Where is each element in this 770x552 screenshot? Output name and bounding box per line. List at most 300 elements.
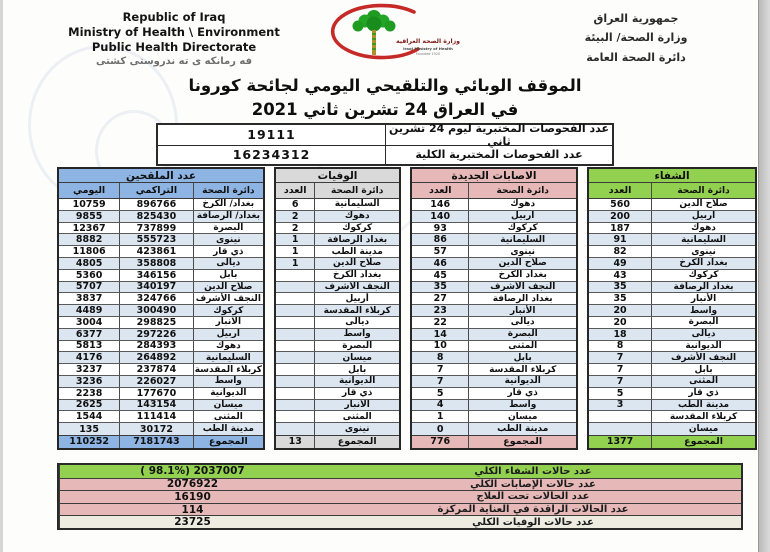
- count-value: 111414: [120, 411, 193, 422]
- tests-total-value: 16234312: [232, 147, 311, 163]
- count-value: 7: [412, 364, 469, 375]
- count-value: 1: [276, 246, 315, 257]
- count-value: 297226: [120, 329, 193, 340]
- table-row: [589, 258, 755, 270]
- count-value: 2238: [59, 388, 120, 399]
- count-value: 45: [412, 270, 469, 281]
- count-value: 340197: [120, 282, 193, 293]
- table-row: [412, 400, 576, 412]
- header-english: [28, 10, 320, 67]
- count-value: 1: [276, 234, 315, 245]
- table-row: [412, 376, 576, 388]
- ministry-logo: [322, 2, 462, 66]
- total-label: المجموع: [337, 436, 377, 448]
- palm-tree-icon: [353, 10, 396, 55]
- count-value: 200: [589, 211, 652, 222]
- summary-label: عدد الحالات الراقدة في العناية المركزة: [437, 504, 629, 516]
- count-value: 8: [412, 352, 469, 363]
- count-value: 2625: [59, 400, 120, 411]
- region-name: واسط: [343, 329, 371, 340]
- region-name: الديوانية: [210, 388, 247, 399]
- count-value: 237874: [120, 364, 193, 375]
- region-name: صلاح الدين: [679, 199, 728, 210]
- region-name: الديوانية: [504, 376, 541, 387]
- count-value: 10759: [59, 199, 120, 210]
- table-row: [589, 423, 755, 435]
- vaccinated-table: [57, 167, 265, 450]
- table-row: [59, 258, 263, 270]
- table-row: [276, 364, 399, 376]
- table-row: [412, 411, 576, 423]
- region-name: الأنبار: [344, 399, 370, 410]
- region-name: الانبار: [215, 317, 242, 328]
- count-value: 7: [589, 364, 652, 375]
- ministry-logo-graphic: [322, 2, 462, 66]
- table-row: [589, 317, 755, 329]
- table-row: [412, 234, 576, 246]
- table-row: [412, 317, 576, 329]
- region-name: النجف الأشرف: [324, 281, 390, 292]
- count-value: 3237: [59, 364, 120, 375]
- count-value: 3: [589, 400, 652, 411]
- table-row: [276, 341, 399, 353]
- summary-row: [59, 515, 741, 528]
- report-title: [165, 74, 605, 122]
- recovery-table-title: الشفاء: [589, 169, 755, 183]
- table-row: [59, 352, 263, 364]
- count-value: 187: [589, 223, 652, 234]
- total-value: 13: [276, 436, 315, 448]
- region-name: الديوانية: [685, 340, 722, 351]
- region-name: كركوك: [507, 222, 538, 233]
- count-value: [276, 400, 315, 411]
- count-value: 3004: [59, 317, 120, 328]
- summary-row: [59, 465, 741, 478]
- count-value: 1544: [59, 411, 120, 422]
- region-name: المثنى: [689, 376, 719, 387]
- table-row: [59, 246, 263, 258]
- region-name: ديالى: [691, 329, 716, 340]
- region-name: ميسان: [213, 399, 244, 410]
- count-value: 4176: [59, 352, 120, 363]
- table-row: [589, 282, 755, 294]
- region-name: مدينة الطب: [677, 399, 730, 410]
- count-value: 5: [412, 388, 469, 399]
- table-body: [59, 199, 263, 435]
- region-name: السليمانية: [681, 234, 726, 245]
- recovery-table: [587, 167, 757, 450]
- count-value: 12367: [59, 223, 120, 234]
- table-row: [412, 246, 576, 258]
- table-row: [589, 211, 755, 223]
- region-name: ذي قار: [213, 246, 244, 257]
- region-name: بغداد الكرخ: [333, 270, 382, 281]
- region-name: ميسان: [507, 411, 538, 422]
- table-row: [59, 341, 263, 353]
- table-row: [276, 352, 399, 364]
- region-name: أربيل: [691, 211, 716, 222]
- count-value: 555723: [120, 234, 193, 245]
- region-name: بغداد الرصافة: [492, 293, 553, 304]
- tests-daily-label: عدد الفحوصات المختبرية ليوم 24 تشرين ثاني: [385, 125, 612, 145]
- region-name: صلاح الدين: [333, 258, 382, 269]
- count-value: [276, 293, 315, 304]
- region-name: بغداد الرصافة: [327, 234, 388, 245]
- deaths-table: [274, 167, 401, 450]
- table-row: [276, 411, 399, 423]
- count-value: 23: [412, 305, 469, 316]
- table-row: [412, 305, 576, 317]
- count-value: [276, 411, 315, 422]
- region-name: النجف الأشرف: [195, 293, 261, 304]
- region-name: السليمانية: [500, 234, 546, 245]
- count-value: 300490: [120, 305, 193, 316]
- summary-value: 16190: [59, 491, 325, 503]
- count-value: 1: [276, 258, 315, 269]
- column-header: العدد: [276, 183, 315, 198]
- count-value: 14: [412, 329, 469, 340]
- table-row: [59, 329, 263, 341]
- count-value: 49: [589, 258, 652, 269]
- count-value: 8: [589, 341, 652, 352]
- column-header-row: [276, 183, 399, 199]
- table-row: [412, 199, 576, 211]
- region-name: دهوك: [510, 199, 536, 210]
- count-value: 146: [412, 199, 469, 210]
- total-row: [412, 435, 576, 448]
- summary-value: 114: [59, 504, 325, 516]
- column-header-row: [59, 183, 263, 199]
- table-row: [276, 246, 399, 258]
- count-value: 825430: [120, 211, 193, 222]
- table-body: [412, 199, 576, 435]
- summary-table: [57, 463, 743, 530]
- region-name: كربلاء المقدسة: [669, 411, 738, 422]
- table-row: [412, 211, 576, 223]
- region-name: أربيل: [511, 211, 535, 222]
- count-value: 43: [589, 270, 652, 281]
- table-row: [589, 293, 755, 305]
- table-row: [589, 411, 755, 423]
- total-label: المجموع: [208, 436, 248, 448]
- table-row: [412, 364, 576, 376]
- table-row: [276, 211, 399, 223]
- table-row: [276, 423, 399, 435]
- region-name: مدينة الطب: [202, 424, 254, 435]
- logo-subtitle-english: Iraqi Ministry of Health: [403, 46, 453, 51]
- header-line: دائرة الصحة العامة: [586, 50, 686, 64]
- logo-title-arabic: وزارة الصحة العراقية: [395, 38, 461, 45]
- count-value: 264892: [120, 352, 193, 363]
- count-value: 4489: [59, 305, 120, 316]
- table-row: [59, 223, 263, 235]
- region-name: بابل: [348, 364, 367, 375]
- count-value: 35: [589, 282, 652, 293]
- region-name: بغداد/ الكرخ: [202, 199, 255, 210]
- summary-label: عدد حالات الشفاء الكلي: [474, 465, 592, 477]
- count-value: 140: [412, 211, 469, 222]
- table-row: [59, 411, 263, 423]
- header-line-kurdish: فه رمانكه ى ته ندروستى كشتى: [95, 55, 253, 67]
- count-value: 3837: [59, 293, 120, 304]
- table-row: [276, 293, 399, 305]
- table-row: [412, 352, 576, 364]
- count-value: 35: [412, 282, 469, 293]
- table-row: [59, 293, 263, 305]
- table-row: [412, 270, 576, 282]
- region-name: بغداد/ الرصافة: [196, 211, 260, 222]
- region-name: السليمانية: [334, 199, 380, 210]
- region-name: البصرة: [507, 329, 538, 340]
- total-value: 7181743: [120, 436, 193, 448]
- table-row: [276, 234, 399, 246]
- count-value: 737899: [120, 223, 193, 234]
- table-row: [412, 341, 576, 353]
- table-row: [589, 305, 755, 317]
- count-value: [276, 305, 315, 316]
- column-header: التراكمي: [120, 183, 193, 198]
- table-row: [276, 305, 399, 317]
- scan-edge-right: [758, 0, 770, 552]
- count-value: 3236: [59, 376, 120, 387]
- count-value: 324766: [120, 293, 193, 304]
- count-value: [589, 423, 652, 435]
- count-value: 22: [412, 317, 469, 328]
- region-name: أربيل: [216, 329, 240, 340]
- region-name: ميسان: [342, 352, 372, 363]
- region-name: كربلاء المقدسة: [194, 364, 262, 375]
- region-name: كركوك: [688, 270, 719, 281]
- count-value: 7: [412, 376, 469, 387]
- region-name: نينوى: [344, 424, 370, 435]
- count-value: 298825: [120, 317, 193, 328]
- count-value: [589, 411, 652, 422]
- count-value: 8882: [59, 234, 120, 245]
- region-name: المثنى: [508, 340, 538, 351]
- region-name: البصرة: [213, 222, 244, 233]
- table-row: [158, 145, 612, 165]
- table-row: [412, 423, 576, 435]
- total-value: 1377: [589, 436, 652, 448]
- table-row: [276, 376, 399, 388]
- table-row: [59, 270, 263, 282]
- region-name: النجف الأشرف: [490, 281, 556, 292]
- table-row: [589, 270, 755, 282]
- summary-value: ( 98.1%) 2037007: [59, 465, 325, 478]
- count-value: 35: [589, 293, 652, 304]
- table-row: [59, 234, 263, 246]
- table-row: [589, 234, 755, 246]
- table-row: [276, 329, 399, 341]
- region-name: الأنبار: [510, 305, 536, 316]
- table-row: [412, 258, 576, 270]
- count-value: [276, 317, 315, 328]
- total-row: [589, 435, 755, 448]
- count-value: 5360: [59, 270, 120, 281]
- count-value: [276, 423, 315, 435]
- table-row: [412, 293, 576, 305]
- table-row: [589, 199, 755, 211]
- region-name: أربيل: [345, 293, 369, 304]
- header-line: Republic of Iraq: [122, 10, 226, 24]
- region-name: السليمانية: [205, 352, 251, 363]
- region-name: ديالى: [510, 317, 535, 328]
- region-name: البصرة: [688, 317, 719, 328]
- region-name: واسط: [509, 399, 537, 410]
- count-value: 7: [589, 376, 652, 387]
- count-value: [276, 329, 315, 340]
- region-name: بغداد الكرخ: [498, 270, 547, 281]
- region-name: مدينة الطب: [331, 246, 383, 257]
- count-value: 143154: [120, 400, 193, 411]
- table-row: [589, 341, 755, 353]
- table-row: [158, 121, 612, 148]
- table-row: [589, 400, 755, 412]
- region-name: صلاح الدين: [204, 281, 253, 292]
- table-row: [589, 376, 755, 388]
- report-title-line1: الموقف الوبائي والتلقيحي اليومي لجائحة كورونا: [188, 76, 582, 95]
- count-value: [276, 352, 315, 363]
- count-value: 2: [276, 211, 315, 222]
- region-name: النجف الأشرف: [670, 352, 737, 363]
- column-header: دائرة الصحة: [496, 185, 549, 196]
- count-value: 177670: [120, 388, 193, 399]
- region-name: ميسان: [688, 424, 719, 435]
- region-name: بابل: [513, 352, 532, 363]
- summary-label: عدد حالات الإصابات الكلي: [470, 478, 596, 490]
- table-row: [412, 282, 576, 294]
- region-name: واسط: [689, 305, 718, 316]
- count-value: 423861: [120, 246, 193, 257]
- summary-row: [59, 478, 741, 491]
- region-name: المثنى: [213, 411, 243, 422]
- count-value: 0: [412, 423, 469, 435]
- count-value: [276, 376, 315, 387]
- region-name: دهوك: [215, 340, 241, 351]
- table-row: [59, 400, 263, 412]
- table-row: [59, 305, 263, 317]
- count-value: 20: [589, 305, 652, 316]
- count-value: 135: [59, 423, 120, 435]
- table-row: [589, 223, 755, 235]
- summary-value: 23725: [59, 516, 325, 528]
- table-body: [276, 199, 399, 435]
- table-row: [59, 317, 263, 329]
- header-line: Ministry of Health \ Environment: [68, 24, 280, 39]
- region-name: كربلاء المقدسة: [489, 364, 557, 375]
- region-name: كركوك: [213, 305, 244, 316]
- count-value: 346156: [120, 270, 193, 281]
- region-name: دهوك: [691, 222, 716, 233]
- region-name: ديالى: [216, 258, 241, 269]
- summary-value: 2076922: [59, 479, 325, 491]
- table-row: [59, 376, 263, 388]
- report-title-line2: في العراق 24 تشرين ثاني 2021: [251, 99, 519, 119]
- count-value: 82: [589, 246, 652, 257]
- column-header-row: [412, 183, 576, 199]
- count-value: 5813: [59, 341, 120, 352]
- count-value: 27: [412, 293, 469, 304]
- total-label: المجموع: [684, 436, 723, 448]
- table-row: [59, 211, 263, 223]
- table-row: [589, 329, 755, 341]
- count-value: 86: [412, 234, 469, 245]
- count-value: 284393: [120, 341, 193, 352]
- region-name: المثنى: [342, 411, 372, 422]
- count-value: 4: [412, 400, 469, 411]
- table-row: [59, 282, 263, 294]
- count-value: 560: [589, 199, 652, 210]
- count-value: 7: [589, 352, 652, 363]
- count-value: 358808: [120, 258, 193, 269]
- table-row: [589, 246, 755, 258]
- table-row: [59, 199, 263, 211]
- count-value: 10: [412, 341, 469, 352]
- table-row: [276, 199, 399, 211]
- count-value: [276, 282, 315, 293]
- count-value: 5: [589, 388, 652, 399]
- table-row: [412, 329, 576, 341]
- region-name: مدينة الطب: [497, 424, 549, 435]
- table-row: [589, 352, 755, 364]
- region-name: بغداد الكرخ: [679, 258, 728, 269]
- count-value: 30172: [120, 423, 193, 435]
- table-row: [59, 423, 263, 435]
- table-body: [589, 199, 755, 435]
- region-name: الديوانية: [339, 376, 376, 387]
- region-name: ذي قار: [341, 388, 373, 399]
- column-header: دائرة الصحة: [677, 185, 730, 196]
- count-value: 6: [276, 199, 315, 210]
- lab-tests-table: [156, 123, 614, 166]
- total-value: 776: [412, 436, 469, 448]
- header-arabic: [520, 9, 752, 67]
- summary-label: عدد حالات الوفيات الكلي: [472, 516, 594, 528]
- logo-founded-text: Founded 1920: [415, 52, 441, 56]
- total-row: [276, 435, 399, 448]
- table-row: [59, 388, 263, 400]
- region-name: دهوك: [344, 211, 370, 222]
- new-infections-table: [410, 167, 578, 450]
- tests-total-label: عدد الفحوصات المختبرية الكلية: [385, 146, 612, 165]
- region-name: صلاح الدين: [498, 258, 547, 269]
- infections-table-title: الاصابات الجديدة: [412, 169, 576, 183]
- table-row: [276, 258, 399, 270]
- header-line: Public Health Directorate: [91, 39, 257, 54]
- summary-row: [59, 490, 741, 503]
- count-value: [276, 364, 315, 375]
- header-line: جمهورية العراق: [593, 12, 679, 25]
- table-row: [589, 388, 755, 400]
- count-value: 1: [412, 411, 469, 422]
- region-name: واسط: [214, 376, 242, 387]
- count-value: 9855: [59, 211, 120, 222]
- count-value: 6377: [59, 329, 120, 340]
- table-row: [589, 364, 755, 376]
- region-name: ذي قار: [507, 388, 538, 399]
- column-header: اليومي: [59, 183, 120, 198]
- table-row: [276, 400, 399, 412]
- count-value: 57: [412, 246, 469, 257]
- table-row: [412, 223, 576, 235]
- region-name: بابل: [694, 364, 713, 375]
- count-value: [276, 270, 315, 281]
- table-row: [412, 388, 576, 400]
- region-name: بغداد الرصافة: [673, 281, 734, 292]
- count-value: 226027: [120, 376, 193, 387]
- count-value: 11806: [59, 246, 120, 257]
- column-header: دائرة الصحة: [202, 185, 255, 196]
